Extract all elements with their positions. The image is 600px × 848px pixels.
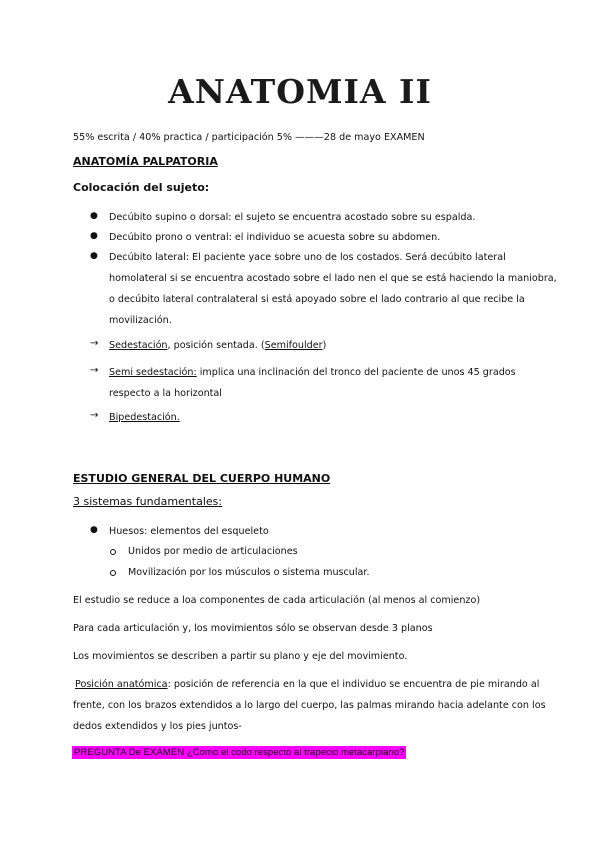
posicion-anatomica-line1 [75,678,539,691]
sedestacion-term: Sedestación [109,340,168,351]
semi-sedestacion-line1 [109,366,516,379]
sub-list-item: Unidos por medio de articulaciones [128,546,298,557]
posicion-anatomica-term: Posición anatómica [75,679,168,690]
paragraph: Los movimientos se describen a partir su plano y eje del movimiento. [73,651,408,662]
semi-sedestacion-line2: respecto a la horizontal [109,388,222,399]
semifoulder-term: Semifoulder [264,340,323,351]
arrow-icon: → [90,410,99,421]
sedestacion-text: , posición sentada. ( [167,340,265,351]
posicion-anatomica-text: : posición de referencia en la que el individuo se encuentra de pie mirando al [167,679,540,690]
bullet-icon: ● [90,211,98,221]
bipedestacion-term: Bipedestación. [109,412,180,423]
posicion-anatomica-line2: frente, con los brazos extendidos a lo largo del cuerpo, las palmas mirando hacia adelante con los [73,700,546,711]
semi-sedestacion-text: implica una inclinación del tronco del paciente de unos 45 grados [196,367,516,378]
semi-sedestacion-term: Semi sedestación: [109,367,197,378]
section-heading-estudio: ESTUDIO GENERAL DEL CUERPO HUMANO [73,472,331,485]
posicion-anatomica-line3: dedos extendidos y los pies juntos- [73,721,242,732]
list-item-huesos: Huesos: elementos del esqueleto [109,526,269,537]
section-heading-palpatoria: ANATOMÍA PALPATORIA [73,155,218,168]
list-item-lateral-line3: o decúbito lateral contralateral si está apoyado sobre el lado contrario al que recibe la [109,294,525,305]
sedestacion-line [109,339,326,352]
sedestacion-close: ) [322,340,327,351]
list-item: Decúbito supino o dorsal: el sujeto se encuentra acostado sobre su espalda. [109,212,476,223]
circle-bullet-icon [110,570,116,576]
paragraph: El estudio se reduce a loa componentes de cada articulación (al menos al comienzo) [73,595,481,606]
bullet-icon: ● [90,251,98,261]
list-item-lateral-line2: homolateral si se encuentra acostado sobre el lado nen el que se está haciendo la maniobra, [109,273,557,284]
arrow-icon: → [90,338,99,349]
paragraph: Para cada articulación y, los movimientos sólo se observan desde 3 planos [73,623,433,634]
sub-list-item: Movilización por los músculos o sistema muscular. [128,567,370,578]
subheading-sistemas: 3 sistemas fundamentales: [73,495,223,508]
arrow-icon: → [90,365,99,376]
list-item-lateral-line1: Decúbito lateral: El paciente yace sobre uno de los costados. Será decúbito lateral [109,252,506,263]
circle-bullet-icon [110,549,116,555]
document-title: ANATOMIA II [168,72,432,111]
list-item: Decúbito prono o ventral: el individuo se acuesta sobre su abdomen. [109,232,441,243]
exam-question-highlight [72,746,406,759]
subheading-colocacion: Colocación del sujeto: [73,181,210,194]
grading-line: 55% escrita / 40% practica / participación 5% ———28 de mayo EXAMEN [73,132,425,143]
list-item-lateral-line4: movilización. [109,315,172,326]
exam-question: PREGUNTA De EXAMEN ¿Como el codo respecto al trapecio metacarpiano? [74,747,405,758]
bullet-icon: ● [90,525,98,535]
bullet-icon: ● [90,231,98,241]
